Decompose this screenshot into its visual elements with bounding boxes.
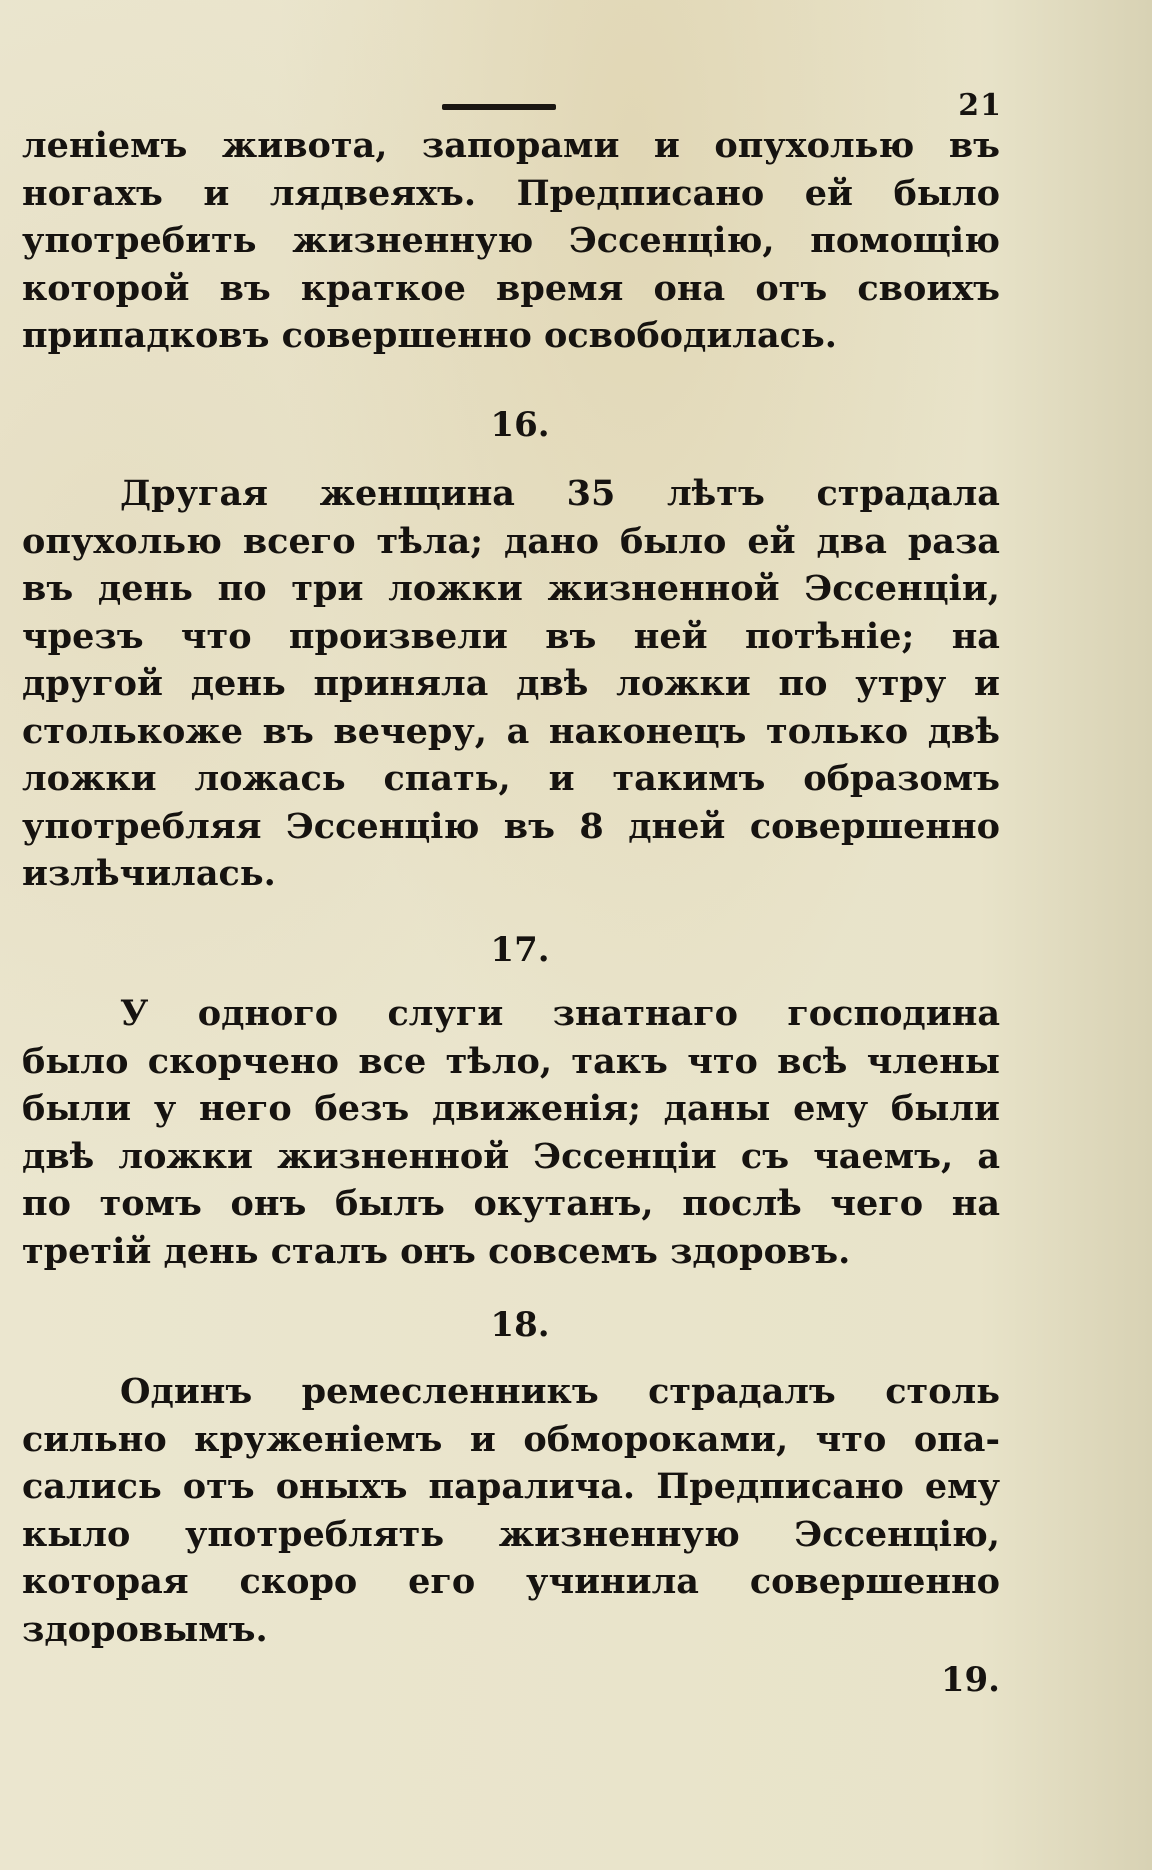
paragraph-17: [22, 990, 1000, 1275]
text-line: припадковъ совершенно освободилась.: [22, 315, 837, 356]
text-line: опухолью всего тѣла; дано было ей два раза: [22, 520, 1000, 562]
text-line: излѣчилась.: [22, 853, 276, 894]
text-line: которая скоро его учинила совершенно: [22, 1561, 1000, 1602]
section-number-17: 17.: [490, 930, 550, 970]
text-line: было скорчено все тѣло, такъ что всѣ члены: [22, 1040, 1000, 1082]
text-line: были у него безъ движенія; даны ему были: [22, 1088, 1000, 1129]
header-rule: [442, 104, 556, 110]
text-line: Другая женщина 35 лѣтъ страдала: [120, 473, 1000, 514]
text-line: двѣ ложки жизненной Эссенціи съ чаемъ, а: [22, 1135, 1000, 1177]
text-line: въ день по три ложки жизненной Эссенціи,: [22, 568, 1000, 609]
text-line: которой въ краткое время она отъ своихъ: [22, 267, 1000, 309]
text-line: столькоже въ вечеру, а наконецъ только двѣ: [22, 710, 1000, 752]
text-line: третій день сталъ онъ совсемъ здоровъ.: [22, 1230, 851, 1272]
page-number: 21: [958, 88, 1002, 123]
text-line: употребить жизненную Эссенцію, помощію: [22, 220, 1000, 261]
paragraph-16: [22, 470, 1000, 898]
text-line: У одного слуги знатнаго господина: [120, 993, 1000, 1034]
text-line: леніемъ живота, запорами и опухолью въ: [22, 125, 1000, 166]
text-line: чрезъ что произвели въ ней потѣніе; на: [22, 615, 1000, 657]
text-line: другой день приняла двѣ ложки по утру и: [22, 663, 1000, 704]
text-line: ногахъ и лядвеяхъ. Предписано ей было: [22, 172, 1000, 214]
catchword: 19.: [940, 1660, 1000, 1700]
text-line: сались отъ оныхъ паралича. Предписано ему: [22, 1466, 1000, 1507]
paragraph-continuation: [22, 122, 1000, 360]
section-number-16: 16.: [490, 405, 550, 445]
text-line: по томъ онъ былъ окутанъ, послѣ чего на: [22, 1183, 1000, 1224]
text-line: употребляя Эссенцію въ 8 дней совершенно: [22, 805, 1000, 847]
section-number-18: 18.: [490, 1305, 550, 1345]
text-line: кыло употреблять жизненную Эссенцію,: [22, 1513, 1000, 1555]
paragraph-18: [22, 1368, 1000, 1653]
text-line: сильно круженіемъ и обмороками, что опа-: [22, 1418, 1000, 1460]
text-line: ложки ложась спать, и такимъ образомъ: [22, 758, 1000, 799]
text-line: Одинъ ремесленникъ страдалъ столь: [120, 1371, 1000, 1412]
text-line: здоровымъ.: [22, 1608, 268, 1650]
